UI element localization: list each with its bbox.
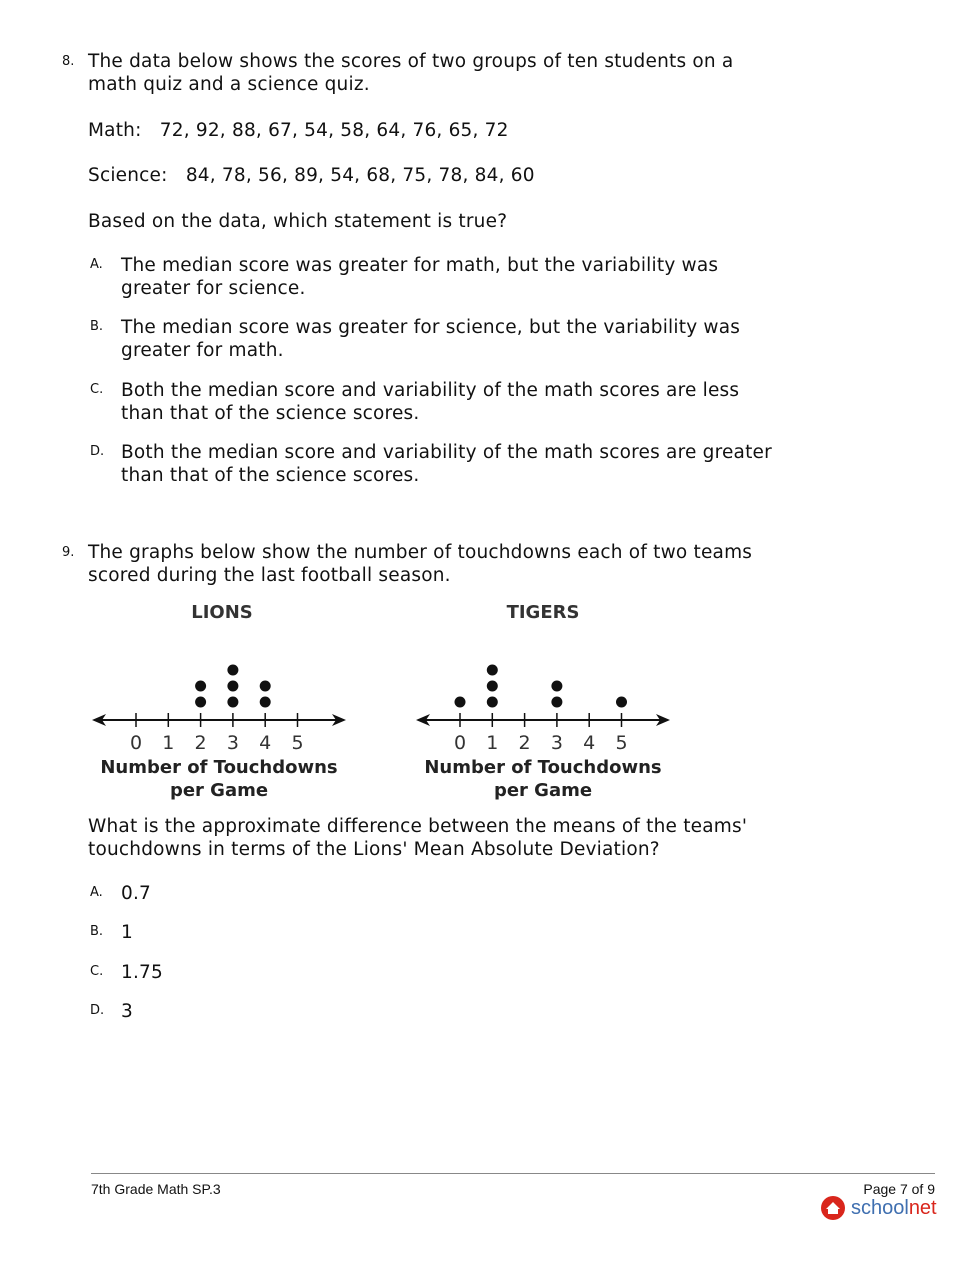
- plot-title: LIONS: [191, 602, 253, 623]
- data-dot: [195, 697, 206, 708]
- x-axis-label: per Game: [169, 780, 269, 801]
- data-dot: [260, 697, 271, 708]
- tick-label: 3: [226, 732, 239, 754]
- schoolnet-logo: school net: [820, 1195, 937, 1221]
- tigers-dot-plot: [416, 602, 670, 801]
- course-name: 7th Grade Math SP.3: [91, 1181, 221, 1197]
- data-dot: [260, 681, 271, 692]
- data-dot: [551, 697, 562, 708]
- tick-label: 1: [162, 732, 175, 754]
- question-prompt: The graphs below show the number of touchdowns each of two teams scored during the last football season.: [88, 542, 753, 586]
- tick-label: 1: [486, 732, 499, 754]
- data-dot: [487, 697, 498, 708]
- tick-label: 4: [259, 732, 272, 754]
- dot-plots: [0, 590, 979, 810]
- plot-title: TIGERS: [506, 602, 580, 623]
- question-prompt: The data below shows the scores of two groups of ten students on a math quiz and a science quiz.: [88, 51, 734, 95]
- question-text: What is the approximate difference between the means of the teams' touchdowns in terms of the Lions' Mean Absolute Deviation?: [88, 816, 748, 860]
- lions-dot-plot: [92, 602, 346, 801]
- math-scores: Math: 72, 92, 88, 67, 54, 58, 64, 76, 65, 72: [88, 120, 509, 141]
- tick-label: 0: [129, 732, 143, 754]
- data-dot: [227, 697, 238, 708]
- data-dot: [551, 681, 562, 692]
- tick-label: 4: [583, 732, 596, 754]
- data-dot: [455, 697, 466, 708]
- tick-label: 5: [615, 732, 628, 754]
- data-dot: [487, 665, 498, 676]
- data-dot: [195, 681, 206, 692]
- tick-label: 0: [453, 732, 467, 754]
- tick-label: 2: [518, 732, 531, 754]
- page-number: Page 7 of 9: [863, 1181, 935, 1197]
- data-dot: [616, 697, 627, 708]
- data-dot: [227, 665, 238, 676]
- footer-divider: [91, 1173, 935, 1174]
- question-number: 8.: [62, 54, 75, 69]
- home-icon: [820, 1195, 846, 1221]
- question-text: Based on the data, which statement is true?: [88, 211, 508, 232]
- tick-label: 2: [194, 732, 207, 754]
- tick-label: 3: [550, 732, 563, 754]
- data-dot: [487, 681, 498, 692]
- x-axis-label: Number of Touchdowns: [100, 757, 338, 778]
- data-dot: [227, 681, 238, 692]
- science-scores: Science: 84, 78, 56, 89, 54, 68, 75, 78, 84, 60: [88, 165, 535, 186]
- x-axis-label: per Game: [493, 780, 593, 801]
- tick-label: 5: [291, 732, 304, 754]
- question-number: 9.: [62, 545, 75, 560]
- x-axis-label: Number of Touchdowns: [424, 757, 662, 778]
